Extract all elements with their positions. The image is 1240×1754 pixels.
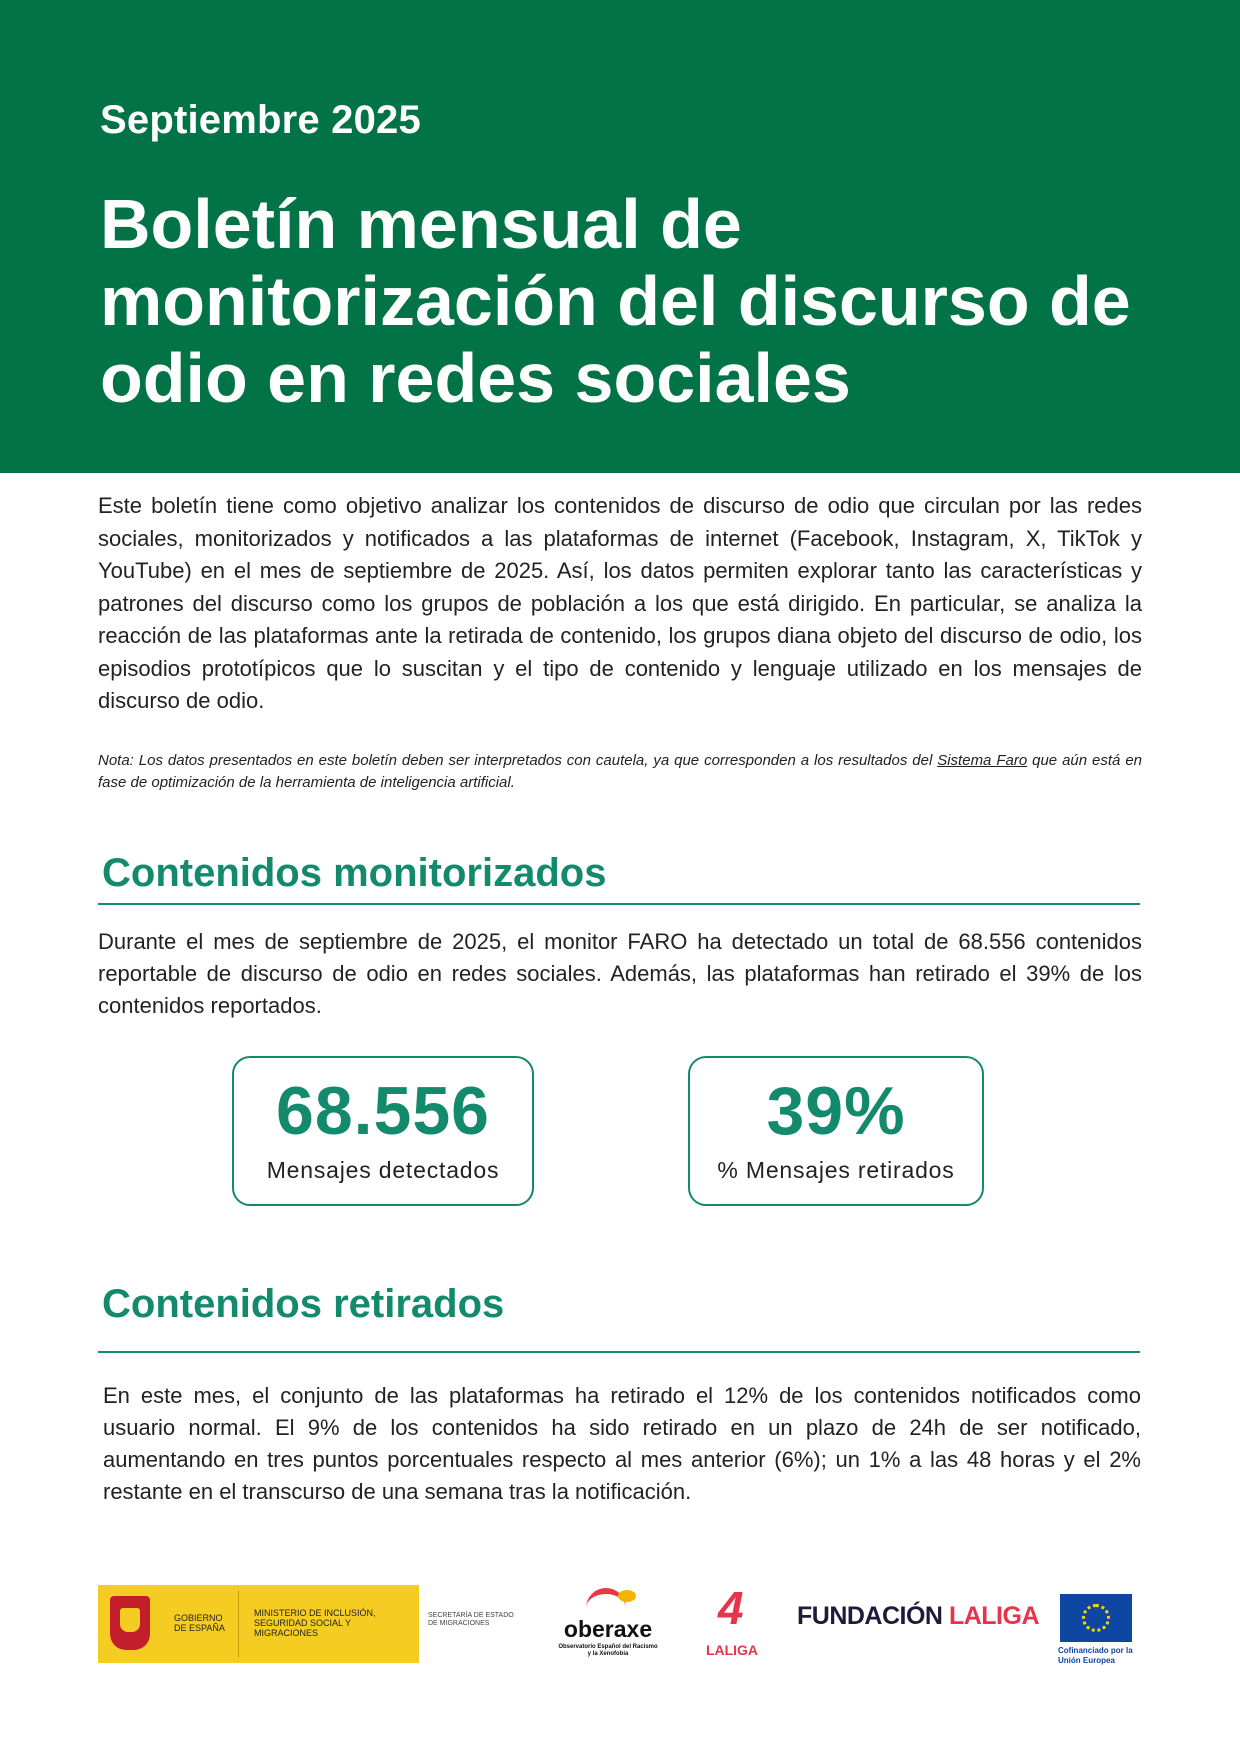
eu-flag-icon [1060,1594,1132,1642]
laliga-mark-icon: 4 [718,1582,744,1634]
eu-stars-icon [1082,1604,1110,1632]
laliga-logo [700,1580,764,1670]
note-suffix: que aún está en fase de optimización de la herramienta de inteligencia artificial. [98,752,1142,791]
ministerio-text: MINISTERIO DE INCLUSIÓN, SEGURIDAD SOCIAL Y MIGRACIONES [254,1608,376,1638]
monitorizados-divider [98,903,1140,905]
stat-value: 68.556 [276,1073,490,1149]
gobierno-logo [98,1585,419,1663]
stat-card-detected [232,1056,534,1206]
note-prefix: Nota: Los datos presentados en este boletín deben ser interpretados con cautela, ya que corresponden a los resultados del [98,752,938,769]
retirados-heading: Contenidos retirados [102,1282,505,1326]
monitorizados-paragraph: Durante el mes de septiembre de 2025, el monitor FARO ha detectado un total de 68.556 contenidos reportable de discurso de odio en redes sociales. Además, las plataformas han retirado el 39% de los contenidos reportados. [98,929,1142,1018]
oberaxe-name: oberaxe [563,1616,653,1642]
stat-card-removed [688,1056,984,1206]
coat-of-arms-icon [110,1596,150,1650]
fundacion-text: FUNDACIÓN [797,1602,943,1630]
header-banner [0,0,1240,473]
retirados-divider [98,1351,1140,1353]
footer-logos [0,1580,1240,1670]
stat-value: 39% [766,1073,906,1149]
eu-caption: Cofinanciado por la Unión Europea [1058,1646,1133,1665]
sistema-faro-link[interactable]: Sistema Faro [937,752,1028,769]
retirados-paragraph: En este mes, el conjunto de las plataformas ha retirado el 12% de los contenidos notificados como usuario normal. El 9% de los contenidos ha sido retirado en un plazo de 24h de ser notificado, aumentando en tres puntos porcentuales respecto al mes anterior (6%); un 1% a las 48 horas y el 2% restante en el transcurso de una semana tras la notificación. [103,1383,1141,1504]
laliga-text: LALIGA [705,1642,759,1658]
fundacion-laliga-logo [797,1602,1039,1631]
eu-logo [1058,1594,1134,1676]
oberaxe-logo [556,1580,660,1670]
intro-paragraph: Este boletín tiene como objetivo analizar los contenidos de discurso de odio que circulan por las redes sociales, monitorizados y notificados a las plataformas de internet (Facebook, Instagram, X, TikTok y YouTube) en el mes de septiembre de 2025. Así, los datos permiten explorar tanto las características y patrones del discurso como los grupos de población a los que está dirigido. En particular, se analiza la reacción de las plataformas ante la retirada de contenido, los grupos diana objeto del discurso de odio, los episodios prototípicos que lo suscitan y el tipo de contenido y lenguaje utilizado en los mensajes de discurso de odio. [98,493,1142,713]
stat-label: % Mensajes retirados [717,1157,955,1183]
monitorizados-heading: Contenidos monitorizados [102,851,607,895]
stat-label: Mensajes detectados [266,1157,500,1183]
oberaxe-sun-icon [618,1590,636,1602]
note-paragraph [98,750,1142,794]
bulletin-title: Boletín mensual de monitorización del discurso de odio en redes sociales [100,185,1131,417]
secretaria-text: SECRETARÍA DE ESTADO DE MIGRACIONES [428,1612,514,1627]
fundacion-laliga-text: LALIGA [948,1602,1039,1630]
oberaxe-subtitle: Observatorio Español del Racismo y la Xenofobia [558,1644,658,1657]
logo-separator [238,1591,239,1657]
gobierno-text: GOBIERNO DE ESPAÑA [174,1613,225,1633]
bulletin-date: Septiembre 2025 [100,98,421,142]
